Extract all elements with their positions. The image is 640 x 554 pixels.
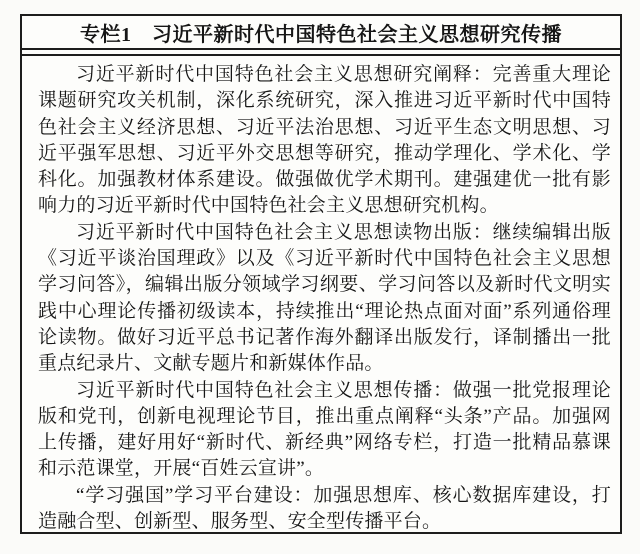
column-panel <box>20 14 622 534</box>
panel-title: 专栏1 习近平新时代中国特色社会主义思想研究传播 <box>22 16 620 50</box>
panel-paragraph: 习近平新时代中国特色社会主义思想传播：做强一批党报理论版和党刊，创新电视理论节目，推出重点阐释“头条”产品。加强网上传播，建好用好“新时代、新经典”网络专栏，打造一批精品慕课和示范课堂，开展“百姓云宣讲”。 <box>38 379 611 480</box>
panel-body <box>22 56 620 535</box>
panel-paragraph: “学习强国”学习平台建设：加强思想库、核心数据库建设，打造融合型、创新型、服务型、安全型传播平台。 <box>38 484 611 533</box>
panel-paragraph: 习近平新时代中国特色社会主义思想研究阐释：完善重大理论课题研究攻关机制，深化系统研究，深入推进习近平新时代中国特色社会主义经济思想、习近平法治思想、习近平生态文明思想、习近平强军思想、习近平外交思想等研究，推动学理化、学术化、学科化。加强教材体系建设。做强做优学术期刊。建强建优一批有影响力的习近平新时代中国特色社会主义思想研究机构。 <box>38 64 611 217</box>
panel-paragraph: 习近平新时代中国特色社会主义思想读物出版：继续编辑出版《习近平谈治国理政》以及《习近平新时代中国特色社会主义思想学习问答》，编辑出版分领域学习纲要、学习问答以及新时代文明实践中心理论传播初级读本，持续推出“理论热点面对面”系列通俗理论读物。做好习近平总书记著作海外翻译出版发行，译制播出一批重点纪录片、文献专题片和新媒体作品。 <box>38 221 611 375</box>
